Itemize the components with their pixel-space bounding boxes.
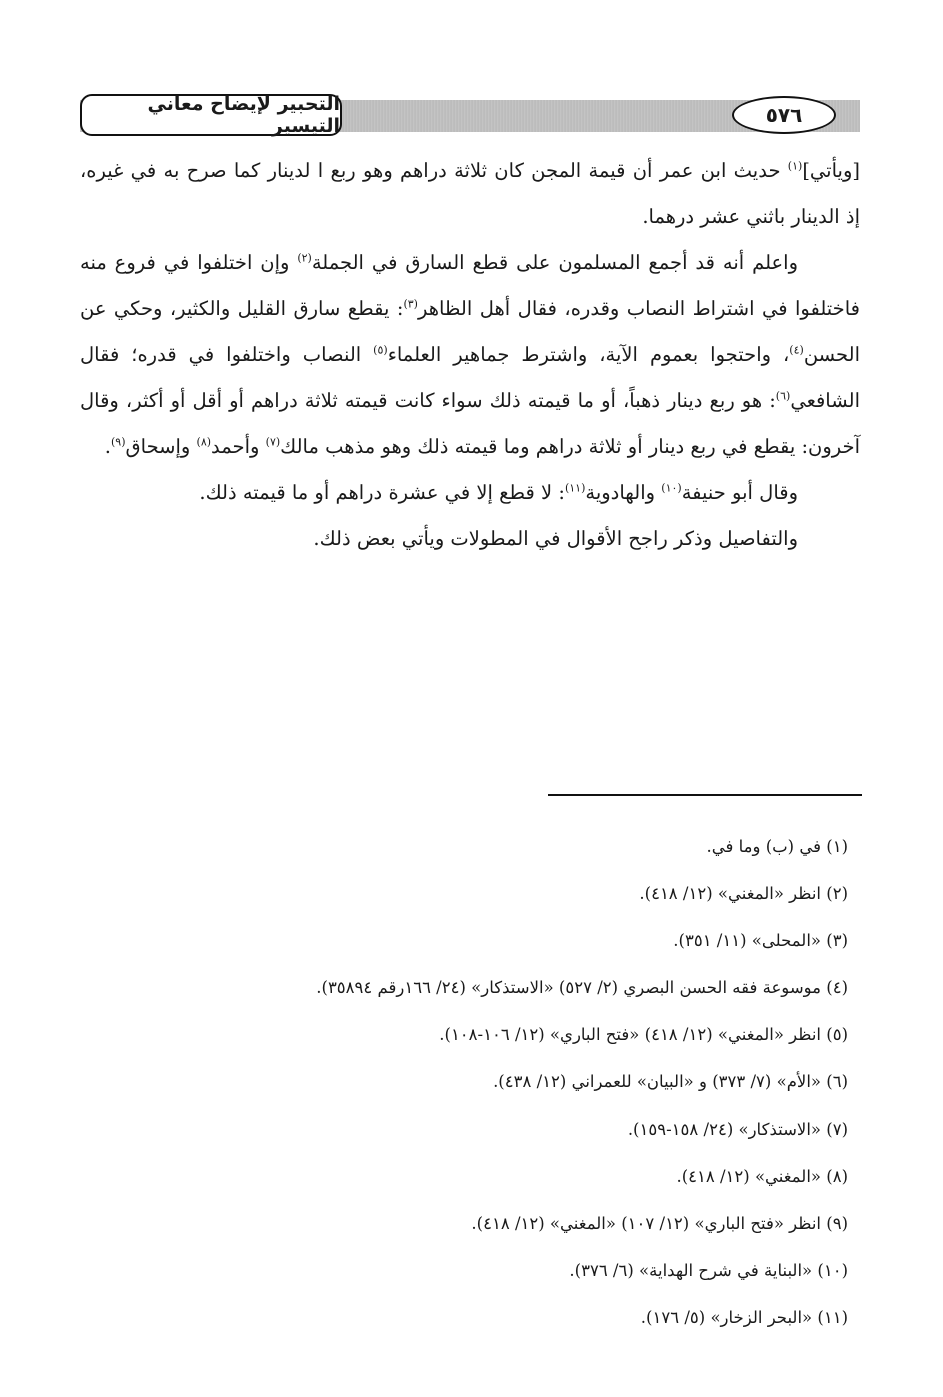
text-run: وإسحاق [125,435,197,458]
footnote-ref-7: (٧) [265,435,281,449]
footnote-2: (٢) انظر «المغني» (١٢/ ٤١٨). [639,884,848,904]
text-run: وأحمد [211,435,266,458]
paragraph-2 [80,240,860,470]
footnote-5: (٥) انظر «المغني» (١٢/ ٤١٨) «فتح الباري» (١٢/ ١٠٦-١٠٨). [439,1025,848,1045]
text-run: . [104,435,111,458]
text-run: : لا قطع إلا في عشرة دراهم أو ما قيمته ذلك. [199,481,565,504]
footnote-3: (٣) «المحلى» (١١/ ٣٥١). [673,931,848,951]
page-number: ٥٧٦ [732,96,836,134]
text-run: : يقطع سارق القليل والكثير، وحكي عن الحسن [80,297,860,366]
footnote-ref-1: (١) [787,159,803,173]
footnote-1: (١) في (ب) وما في. [706,837,848,856]
footnote-ref-9: (٩) [110,435,126,449]
footnote-ref-10: (١٠) [661,481,682,495]
text-run: ، واحتجوا بعموم الآية، واشترط جماهير العلماء [387,343,790,366]
paragraph-4 [80,516,860,562]
text-run: : هو ربع دينار ذهباً، أو ما قيمته ذلك سواء كانت قيمته ثلاثة دراهم أو أقل أو أكثر، وقال آخرون: يقطع في ربع دينار أو ثلاثة دراهم وما قيمته ذلك وهو مذهب مالك [80,389,860,458]
footnotes [80,823,848,1341]
footnote-ref-8: (٨) [196,435,212,449]
text-run: والتفاصيل وذكر راجح الأقوال في المطولات ويأتي بعض ذلك. [313,527,798,550]
footnote-ref-11: (١١) [564,481,586,495]
text-run: [ويأتي] [802,159,860,182]
footnote-ref-2: (٢) [297,251,312,265]
footnote-9: (٩) انظر «فتح الباري» (١٢/ ١٠٧) «المغني» (١٢/ ٤١٨). [471,1213,848,1233]
text-run: حديث ابن عمر أن قيمة المجن كان ثلاثة دراهم وهو ربع ا لدينار كما صرح به في غيره، إذ الدينار باثني عشر درهما. [80,159,860,228]
footnote-11: (١١) «البحر الزخار» (٥/ ١٧٦). [640,1307,848,1327]
footnote-10: (١٠) «البناية في شرح الهداية» (٦/ ٣٧٦). [569,1260,848,1280]
text-run: والهادوية [585,481,662,504]
text-run: وإن اختلفوا في فروع منه فاختلفوا في اشتراط النصاب وقدره، فقال أهل الظاهر [80,251,860,320]
book-title: التحبير لإيضاح معاني التيسير [80,94,342,136]
footnote-ref-6: (٦) [775,389,791,403]
footnote-ref-5: (٥) [373,343,388,357]
footnote-separator [548,794,862,796]
footnote-6: (٦) «الأم» (٧/ ٣٧٣) و «البيان» للعمراني (١٢/ ٤٣٨). [493,1072,848,1092]
text-run: وقال أبو حنيفة [681,481,798,504]
paragraph-3 [80,470,860,516]
footnote-8: (٨) «المغني» (١٢/ ٤١٨). [676,1166,848,1186]
footnote-7: (٧) «الاستذكار» (٢٤/ ١٥٨-١٥٩). [627,1119,848,1139]
text-run: النصاب واختلفوا في قدره؛ فقال الشافعي [80,343,860,412]
paragraph-1 [80,148,860,240]
main-text [80,148,860,562]
footnote-4: (٤) موسوعة فقه الحسن البصري (٢/ ٥٢٧) «الاستذكار» (٢٤/ ١٦٦رقم ٣٥٨٩٤). [316,978,848,998]
footnote-ref-4: (٤) [789,343,804,357]
page-header [80,94,860,138]
text-run: واعلم أنه قد أجمع المسلمون على قطع السارق في الجملة [311,251,798,274]
footnote-ref-3: (٣) [403,297,418,311]
